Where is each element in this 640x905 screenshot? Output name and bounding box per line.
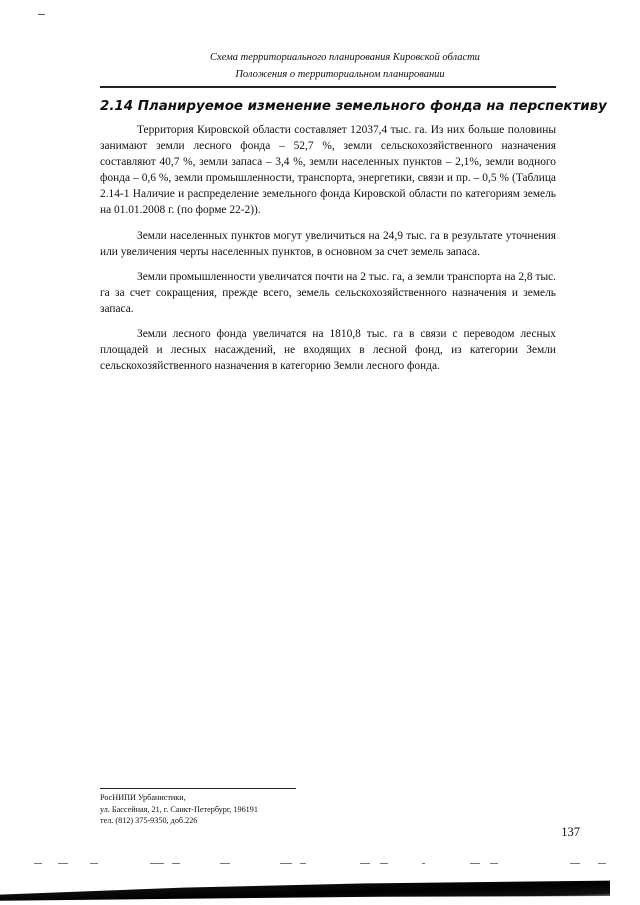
header-divider	[100, 86, 556, 88]
footer-phone: тел. (812) 375-9350, доб.226	[100, 816, 198, 825]
running-header-title: Схема территориального планирования Кировской области	[210, 52, 480, 63]
footer-divider	[100, 788, 296, 789]
paragraph-1: Территория Кировской области составляет 12037,4 тыс. га. Из них больше половины занимают земли лесного фонда – 52,7 %, земли сельскохозяйственного назначения составляют 40,7 %, земли запаса – 3,4 %, земли населенных пунктов – 2,1%, земли водного фонда – 0,6 %, земли промышленности, транспорта, энергетики, связи и пр. – 0,5 % (Таблица 2.14-1 Наличие и распределение земельного фонда Кировской области по категориям земель на 01.01.2008 г. (по форме 22-2)).	[100, 124, 556, 217]
paragraph-3: Земли промышленности увеличатся почти на 2 тыс. га, а земли транспорта на 2,8 тыс. га за счет сокращения, прежде всего, земель сельскохозяйственного назначения и земель запаса.	[100, 270, 556, 315]
page-number: 137	[561, 825, 580, 839]
body-text	[100, 122, 556, 383]
section-title: 2.14 Планируемое изменение земельного фонда на перспективу	[100, 99, 607, 114]
scan-edge-artifact	[0, 875, 610, 903]
footer-address: ул. Бассейная, 21, г. Санкт-Петербург, 196191	[100, 804, 258, 814]
footer-organization: РосНИПИ Урбанистики,	[100, 793, 186, 802]
footer-contact	[100, 792, 360, 827]
running-header-subtitle: Положения о территориальном планировании	[235, 69, 445, 80]
scan-artifact-dashes	[30, 863, 620, 867]
paragraph-4: Земли лесного фонда увеличатся на 1810,8 тыс. га в связи с переводом лесных площадей и лесных насаждений, не входящих в лесной фонд, из категории Земли сельскохозяйственного назначения в категорию Земли лесного фонда.	[100, 328, 556, 373]
paragraph-2: Земли населенных пунктов могут увеличиться на 24,9 тыс. га в результате уточнения или увеличения черты населенных пунктов, в основном за счет земель запаса.	[100, 229, 556, 258]
scan-corner-mark	[38, 14, 45, 15]
